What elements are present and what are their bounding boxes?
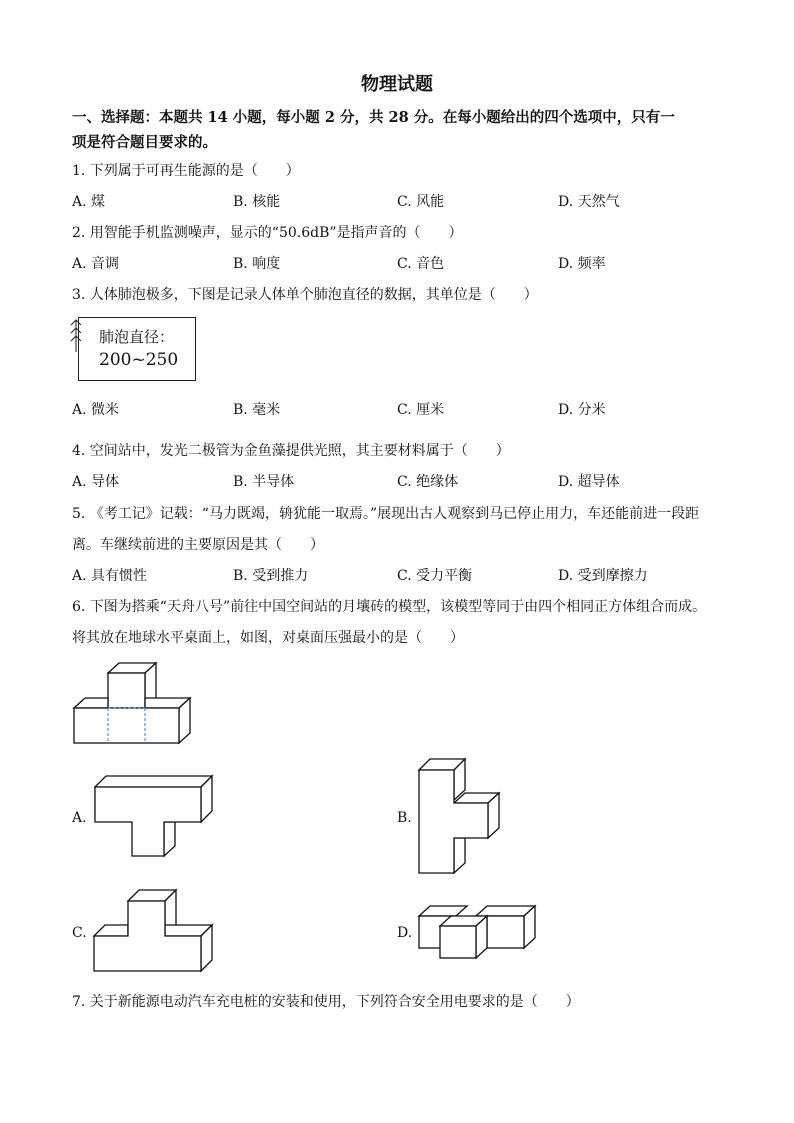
q4-option-b: B. 半导体	[233, 474, 295, 490]
q5-option-a: A. 具有惯性	[72, 568, 148, 584]
box-label: 肺泡直径：	[99, 328, 175, 346]
question-1-stem: 1. 下列属于可再生能源的是（ ）	[72, 163, 300, 179]
section-heading-line1: 一、选择题：本题共 14 小题，每小题 2 分，共 28 分。在每小题给出的四个选项中，只有一	[72, 109, 675, 126]
q6-figure-label-b: B.	[397, 810, 412, 826]
q2-option-c: C. 音色	[397, 256, 445, 272]
q1-option-d: D. 天然气	[558, 194, 620, 210]
q4-option-d: D. 超导体	[558, 474, 620, 490]
moon-brick-model-figure	[70, 660, 200, 750]
chevron-marks-icon	[70, 318, 84, 354]
q3-option-a: A. 微米	[72, 402, 120, 418]
question-6-stem-line2: 将其放在地球水平桌面上，如图，对桌面压强最小的是（ ）	[72, 630, 464, 646]
question-5-stem-line2: 离。车继续前进的主要原因是其（ ）	[72, 537, 324, 553]
q4-option-a: A. 导体	[72, 474, 120, 490]
q6-option-d-figure	[413, 898, 543, 968]
q6-option-b-figure	[413, 755, 513, 880]
q3-option-c: C. 厘米	[397, 402, 445, 418]
q3-option-d: D. 分米	[558, 402, 606, 418]
question-2-stem: 2. 用智能手机监测噪声，显示的“50.6dB”是指声音的（ ）	[72, 225, 463, 241]
question-6-stem-line1: 6. 下图为搭乘“天舟八号”前往中国空间站的月壤砖的模型，该模型等同于由四个相同正方体组合而成。	[72, 599, 707, 615]
q5-option-d: D. 受到摩擦力	[558, 568, 648, 584]
q2-option-b: B. 响度	[233, 256, 281, 272]
q5-option-b: B. 受到推力	[233, 568, 309, 584]
question-7-stem: 7. 关于新能源电动汽车充电桩的安装和使用，下列符合安全用电要求的是（ ）	[72, 994, 580, 1010]
q5-option-c: C. 受力平衡	[397, 568, 473, 584]
q6-figure-label-d: D.	[397, 925, 413, 941]
q2-option-a: A. 音调	[72, 256, 120, 272]
q2-option-d: D. 频率	[558, 256, 606, 272]
q6-option-a-figure	[90, 772, 220, 862]
q1-option-a: A. 煤	[72, 194, 106, 210]
q6-figure-label-c: C.	[72, 925, 87, 941]
question-5-stem-line1: 5. 《考工记》记载：“马力既竭，辀犹能一取焉。”展现出古人观察到马已停止用力，车还能前进一段距	[72, 506, 700, 522]
question-4-stem: 4. 空间站中，发光二极管为金鱼藻提供光照，其主要材料属于（ ）	[72, 443, 510, 459]
q6-option-c-figure	[90, 886, 220, 976]
q6-figure-label-a: A.	[72, 810, 87, 826]
box-value: 200~250	[99, 350, 179, 370]
q4-option-c: C. 绝缘体	[397, 474, 459, 490]
page-title: 物理试题	[361, 74, 433, 95]
q3-option-b: B. 毫米	[233, 402, 281, 418]
q1-option-c: C. 风能	[397, 194, 445, 210]
question-3-stem: 3. 人体肺泡极多，下图是记录人体单个肺泡直径的数据，其单位是（ ）	[72, 287, 538, 303]
q1-option-b: B. 核能	[233, 194, 281, 210]
alveolus-diameter-box	[78, 317, 196, 381]
section-heading-line2: 项是符合题目要求的。	[72, 134, 217, 151]
